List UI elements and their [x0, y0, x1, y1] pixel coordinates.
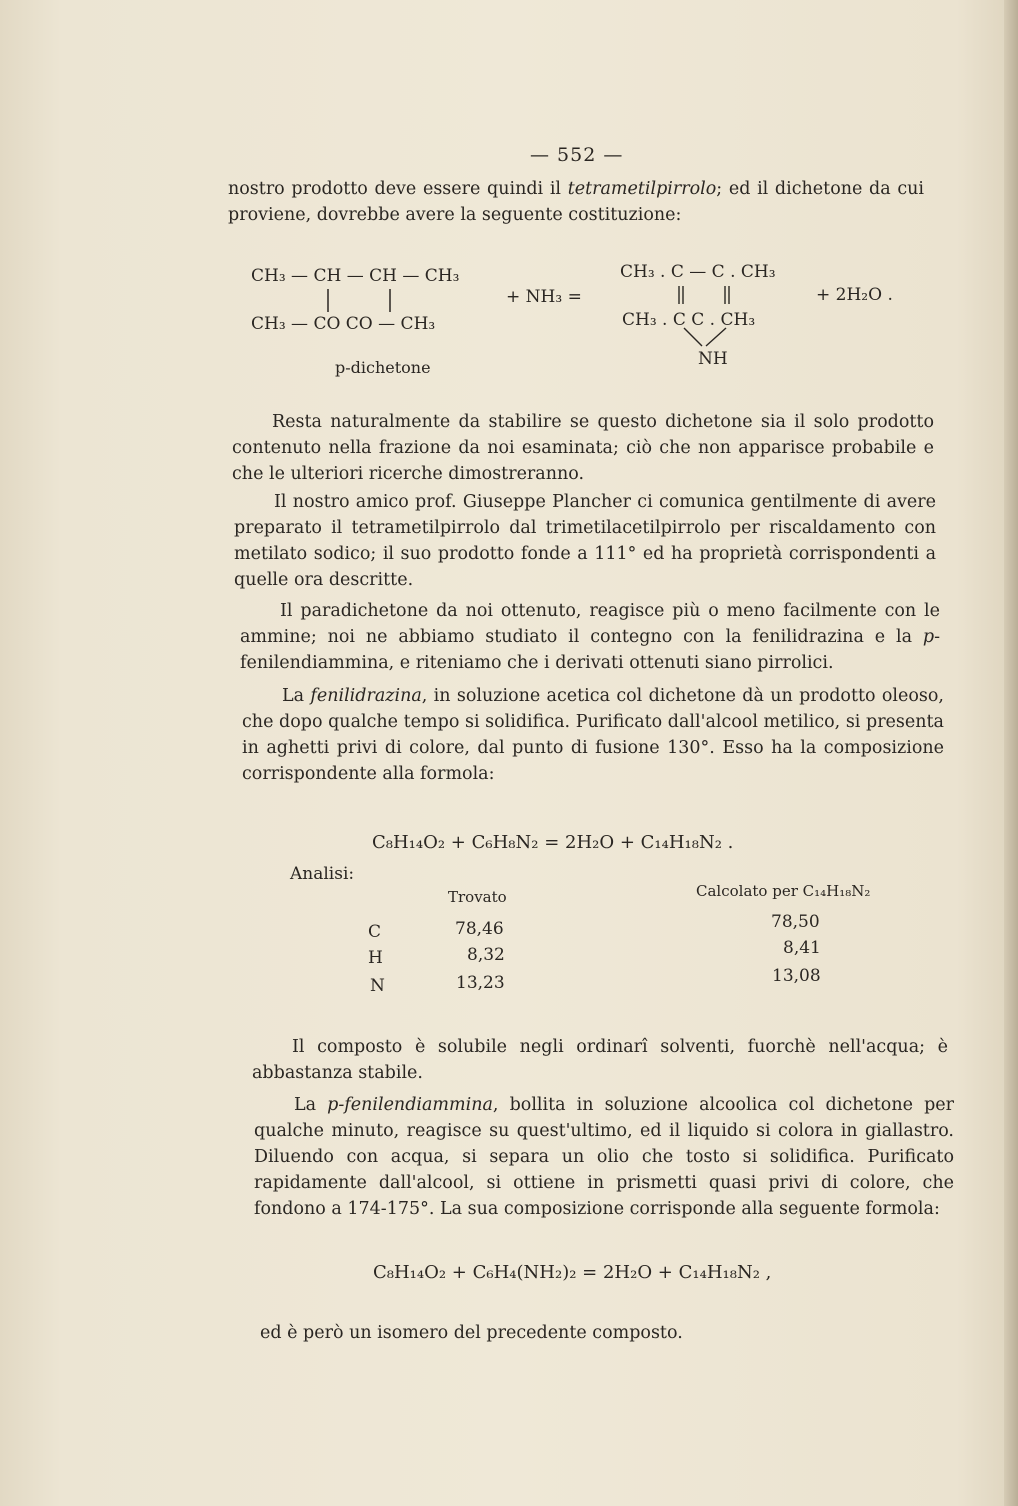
- para4-text-2: , in soluzione acetica col dichetone dà un prodotto oleoso, che dopo qualche tempo si solidifica. Purificato dall'alcool metilico, si presenta in aghetti privi di colore, dal punto di fusione 130°. Esso ha la composizione corrispondente alla formola:: [242, 686, 944, 784]
- paragraph-1: Resta naturalmente da stabilire se questo dichetone sia il solo prodotto contenuto nella frazione da noi esaminata; ciò che non apparisce probabile e che le ulteriori ricerche dimostreranno.: [232, 412, 934, 484]
- paragraph-6: [254, 1092, 954, 1222]
- formula-left-bottom: CH₃ — CO CO — CH₃: [251, 314, 436, 334]
- formula-plus-water: + 2H₂O .: [816, 285, 893, 305]
- formula-left-top: CH₃ — CH — CH — CH₃: [251, 266, 460, 286]
- para6-text-1: La: [294, 1095, 328, 1115]
- closing-line: ed è però un isomero del precedente composto.: [260, 1323, 683, 1343]
- bond-lines-left: [320, 286, 400, 316]
- formula-left-label: p-dichetone: [335, 358, 431, 377]
- row-n-element: N: [370, 976, 385, 996]
- paragraph-2: Il nostro amico prof. Giuseppe Plancher ci comunica gentilmente di avere preparato il tetrametilpirrolo dal trimetilacetilpirrolo per riscaldamento con metilato sodico; il suo prodotto fonde a 111° ed ha proprietà corrispondenti a quelle ora descritte.: [234, 492, 936, 590]
- calc-header: Calcolato per C₁₄H₁₈N₂: [696, 882, 871, 900]
- para6-italic: p-fenilendiammina: [327, 1095, 493, 1115]
- row-h-found: 8,32: [467, 945, 505, 965]
- para4-italic: fenilidrazina: [310, 686, 422, 706]
- paragraph-5: Il composto è solubile negli ordinarî solventi, fuorchè nell'acqua; è abbastanza stabile.: [252, 1037, 948, 1083]
- intro-italic: tetrametilpirrolo: [567, 179, 717, 199]
- formula-plus-nh3: + NH₃ =: [506, 287, 582, 307]
- found-header: Trovato: [448, 888, 507, 906]
- formula-right-bottom: CH₃ . C C . CH₃: [622, 310, 756, 330]
- row-c-calc: 78,50: [771, 912, 820, 932]
- row-h-element: H: [368, 948, 383, 968]
- intro-text-2: ; ed il dichetone da cui proviene, dovrebbe avere la seguente costituzione:: [228, 179, 924, 225]
- paragraph-4: [242, 683, 944, 787]
- row-h-calc: 8,41: [783, 938, 821, 958]
- formula-right-top: CH₃ . C — C . CH₃: [620, 262, 776, 282]
- equation-2: C₈H₁₄O₂ + C₆H₄(NH₂)₂ = 2H₂O + C₁₄H₁₈N₂ ,: [373, 1262, 772, 1283]
- row-n-calc: 13,08: [772, 966, 821, 986]
- row-n-found: 13,23: [456, 973, 505, 993]
- para3-text-1: Il paradichetone da noi ottenuto, reagisce più o meno facilmente con le ammine; noi ne abbiamo studiato il contegno con la fenilidrazina e la: [240, 601, 940, 647]
- analysis-label: Analisi:: [290, 864, 355, 884]
- intro-paragraph: [228, 176, 924, 228]
- paragraph-3: [240, 598, 940, 676]
- para3-italic: p: [922, 627, 935, 647]
- intro-text-1: nostro prodotto deve essere quindi il: [228, 179, 568, 199]
- para4-text-1: La: [282, 686, 311, 706]
- page-number: — 552 —: [530, 144, 624, 166]
- page-edge: [1004, 0, 1018, 1506]
- formula-right-nh: NH: [698, 349, 728, 369]
- bond-lines-right: [670, 284, 760, 348]
- para6-text-2: , bollita in soluzione alcoolica col dichetone per qualche minuto, reagisce su quest'ultimo, ed il liquido si colora in giallastro. Diluendo con acqua, si separa un olio che tosto si solidifica. Purificato rapidamente dall'alcool, si ottiene in prismetti quasi privi di colore, che fondono a 174-175°. La sua composizione corrisponde alla seguente formola:: [254, 1095, 954, 1219]
- row-c-element: C: [368, 922, 382, 942]
- para3-text-2: -fenilendiammina, e riteniamo che i derivati ottenuti siano pirrolici.: [240, 627, 940, 673]
- row-c-found: 78,46: [455, 919, 504, 939]
- equation-1: C₈H₁₄O₂ + C₆H₈N₂ = 2H₂O + C₁₄H₁₈N₂ .: [372, 832, 734, 853]
